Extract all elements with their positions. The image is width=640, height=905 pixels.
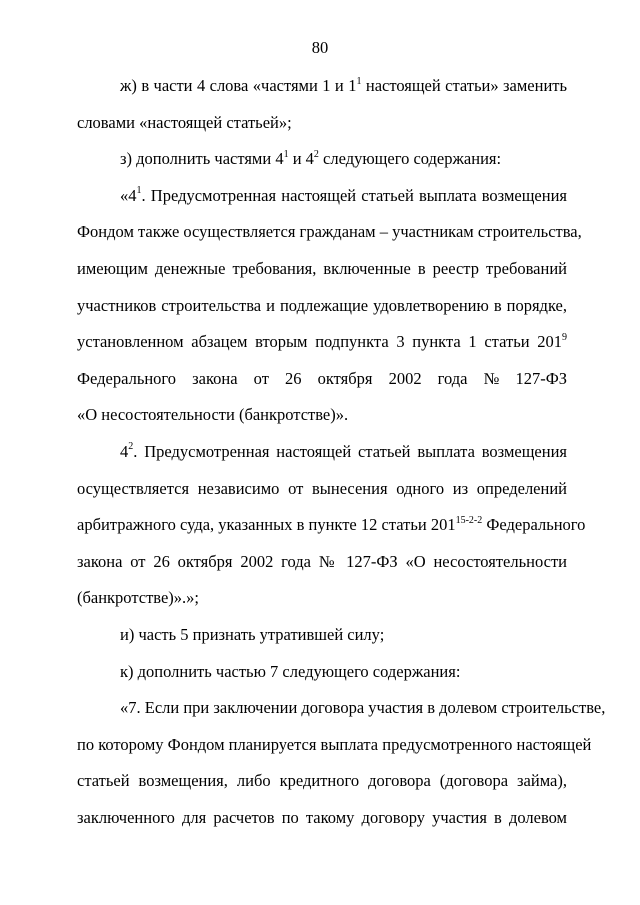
paragraph-zh-line-1: ж) в части 4 слова «частями 1 и $1^1$ настоящей статьи» заменить bbox=[120, 75, 568, 95]
paragraph-4-2-line-1: $4^2$. Предусмотренная настоящей статьей выплата возмещения bbox=[120, 441, 567, 461]
paragraph-7-line-3: статьей возмещения, либо кредитного договора (договора займа), bbox=[77, 771, 567, 791]
paragraph-4-2-line-3: арбитражного суда, указанных в пункте 12 статьи 201$^{15-2-2}$ Федерального bbox=[77, 514, 586, 535]
paragraph-i: и) часть 5 признать утратившей силу; bbox=[120, 624, 385, 644]
paragraph-4-2-line-5: (банкротстве)».»; bbox=[77, 588, 200, 608]
paragraph-4-1-line-3: имеющим денежные требования, включенные в реестр требований bbox=[77, 258, 567, 278]
paragraph-4-1-line-1: «$4^1$. Предусмотренная настоящей статьей выплата возмещения bbox=[120, 185, 567, 205]
paragraph-4-2-line-4: закона от 26 октября 2002 года № 127-ФЗ «О несостоятельности bbox=[77, 551, 567, 571]
paragraph-7-line-4: заключенного для расчетов по такому договору участия в долевом bbox=[77, 807, 567, 827]
paragraph-zh-line-2: словами «настоящей статьей»; bbox=[77, 112, 292, 132]
paragraph-7-line-2: по которому Фондом планируется выплата предусмотренного настоящей bbox=[77, 734, 592, 754]
paragraph-4-2-line-2: осуществляется независимо от вынесения одного из определений bbox=[77, 478, 567, 498]
paragraph-4-1-line-4: участников строительства и подлежащие удовлетворению в порядке, bbox=[77, 295, 567, 315]
page-number: 80 bbox=[311, 38, 329, 57]
document-body bbox=[77, 68, 606, 836]
paragraph-4-1-line-5: установленном абзацем вторым подпункта 3 пункта 1 статьи $201^9$ bbox=[77, 331, 567, 352]
paragraph-z: з) дополнить частями $4^1$ и $4^2$ следующего содержания: bbox=[120, 148, 502, 169]
paragraph-4-1-line-6: Федерального закона от 26 октября 2002 года № 127-ФЗ bbox=[77, 368, 567, 388]
paragraph-4-1-line-7: «О несостоятельности (банкротстве)». bbox=[77, 405, 349, 425]
paragraph-4-1-line-2: Фондом также осуществляется гражданам – участникам строительства, bbox=[77, 222, 582, 242]
paragraph-k: к) дополнить частью 7 следующего содержания: bbox=[120, 661, 461, 681]
paragraph-7-line-1: «7. Если при заключении договора участия в долевом строительстве, bbox=[120, 698, 606, 718]
